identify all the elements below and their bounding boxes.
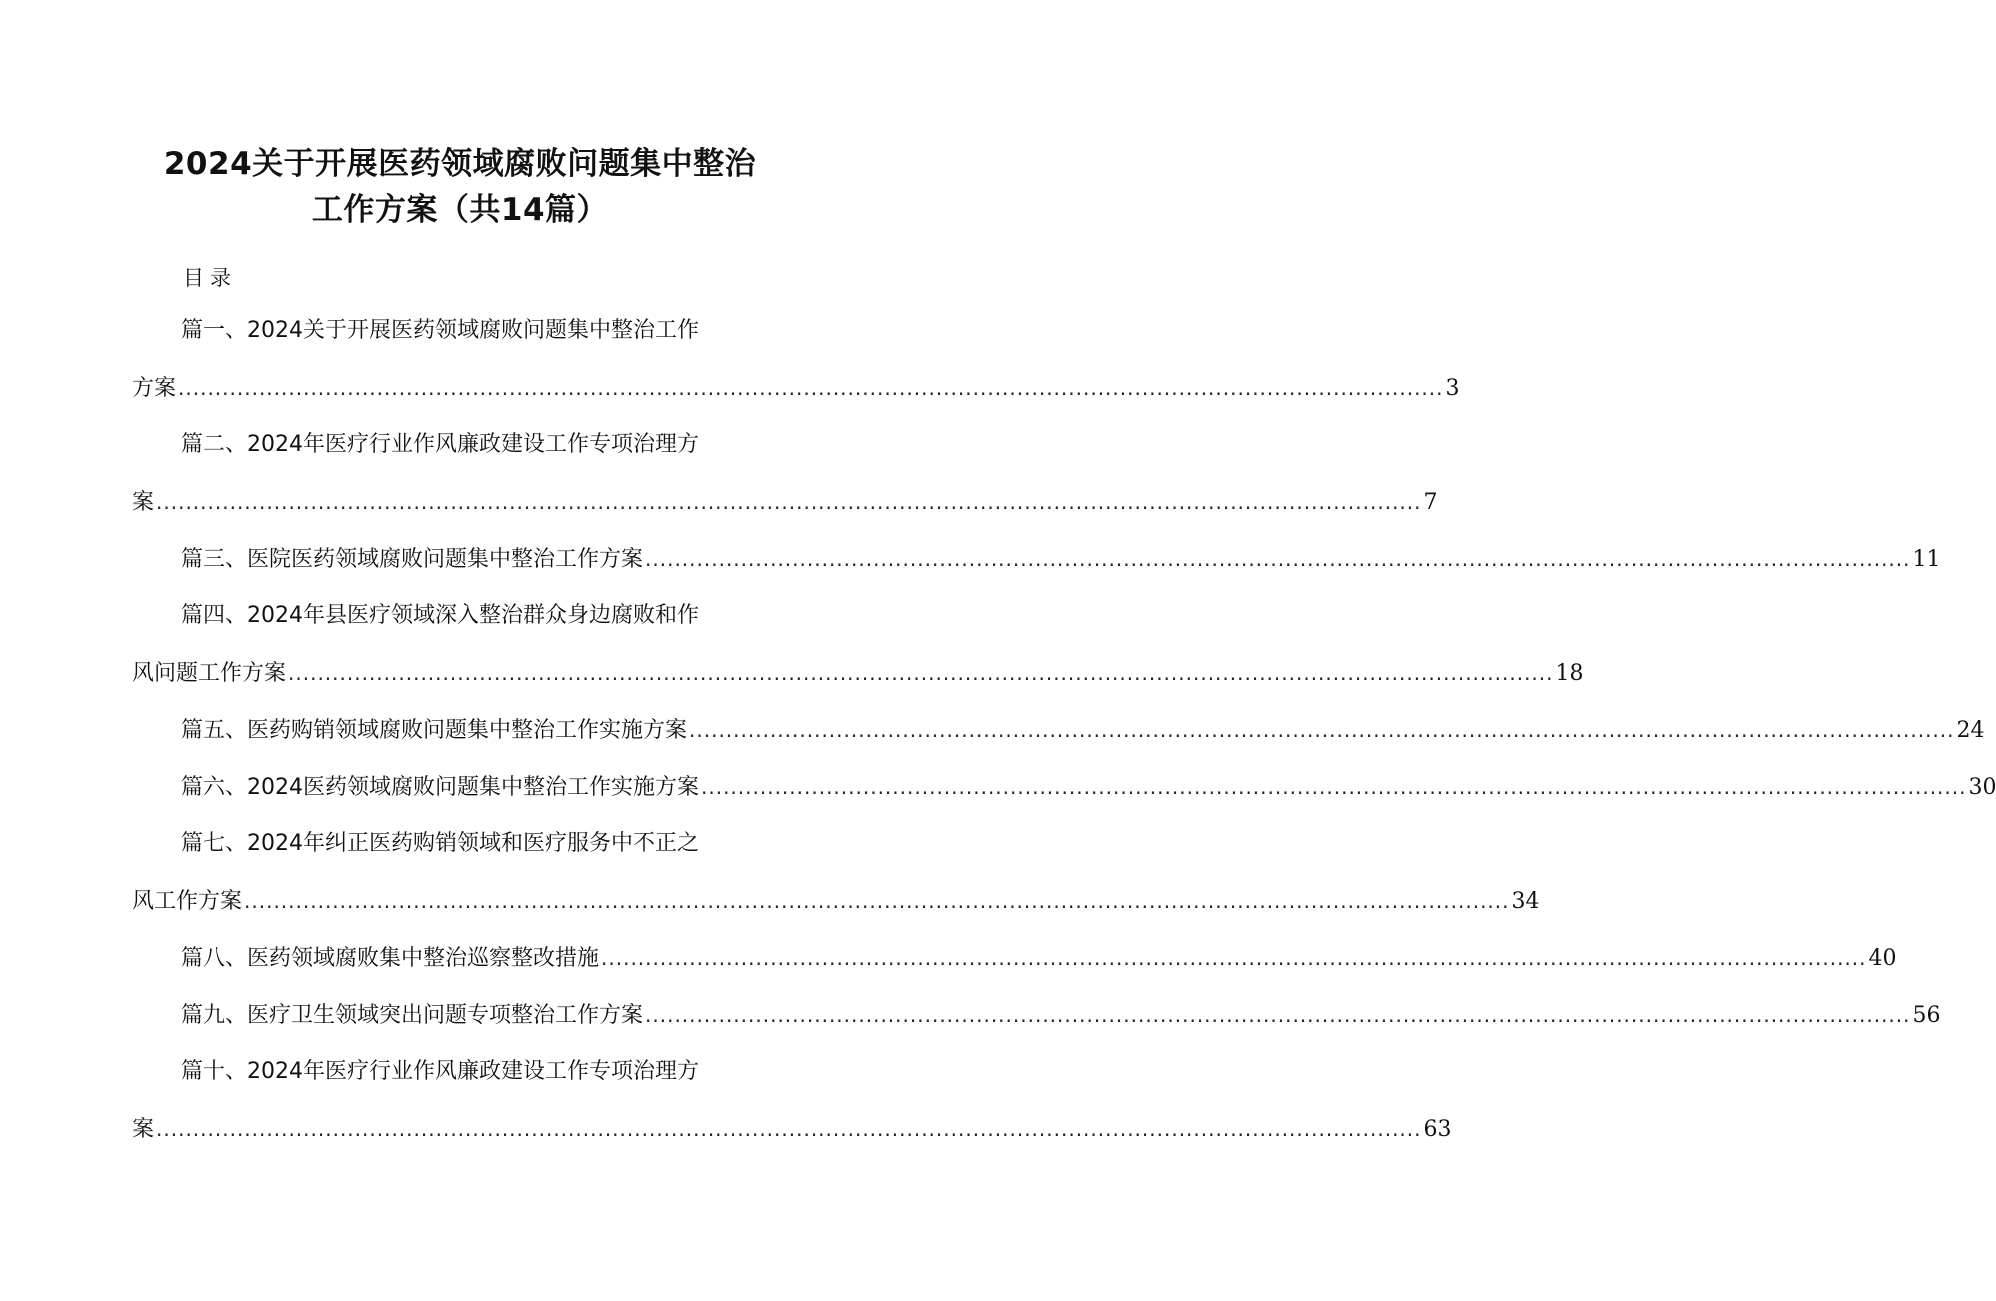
toc-leader-dots: ............................................................................................................................................................................	[601, 946, 1867, 970]
toc-entry-9-page: 56	[1912, 1003, 1941, 1028]
toc-entry-6-page: 30	[1968, 775, 1996, 800]
toc-entry-10-title[interactable]: 篇十、2024年医疗行业作风廉政建设工作专项治理方	[181, 1059, 699, 1084]
toc-entry-1-title[interactable]: 篇一、2024关于开展医药领域腐败问题集中整治工作	[181, 318, 699, 343]
toc-leader-dots: ............................................................................................................................................................................	[156, 490, 1422, 514]
toc-leader-dots: ............................................................................................................................................................................	[645, 1003, 1911, 1027]
toc-entry-7-title-end: 风工作方案	[132, 889, 243, 914]
document-title-line-2: 工作方案（共14篇）	[311, 192, 609, 228]
toc-leader-dots: ............................................................................................................................................................................	[701, 775, 1967, 799]
toc-entry-6-title: 篇六、2024医药领域腐败问题集中整治工作实施方案	[181, 775, 699, 800]
toc-entry-7-continuation[interactable]	[132, 884, 1540, 918]
toc-entry-7-page: 34	[1511, 889, 1540, 914]
toc-entry-1-continuation[interactable]	[132, 371, 1460, 405]
toc-entry-5[interactable]	[181, 713, 1985, 747]
toc-entry-9-title: 篇九、医疗卫生领域突出问题专项整治工作方案	[181, 1003, 644, 1028]
toc-entry-8-page: 40	[1868, 946, 1897, 971]
document-title-line-1: 2024关于开展医药领域腐败问题集中整治	[163, 146, 757, 182]
toc-entry-9[interactable]	[181, 998, 1941, 1032]
toc-heading: 目录	[183, 266, 237, 290]
toc-entry-5-title: 篇五、医药购销领域腐败问题集中整治工作实施方案	[181, 718, 688, 743]
toc-entry-10-continuation[interactable]	[132, 1112, 1452, 1146]
toc-entry-8[interactable]	[181, 941, 1897, 975]
toc-leader-dots: ............................................................................................................................................................................	[244, 889, 1510, 913]
toc-entry-10-title-end: 案	[132, 1117, 155, 1142]
toc-entry-5-page: 24	[1956, 718, 1985, 743]
toc-entry-4-title[interactable]: 篇四、2024年县医疗领域深入整治群众身边腐败和作	[181, 603, 699, 628]
toc-entry-4-title-end: 风问题工作方案	[132, 661, 287, 686]
toc-entry-8-title: 篇八、医药领域腐败集中整治巡察整改措施	[181, 946, 600, 971]
toc-leader-dots: ............................................................................................................................................................................	[178, 376, 1444, 400]
toc-entry-2-title-end: 案	[132, 490, 155, 515]
toc-leader-dots: ............................................................................................................................................................................	[156, 1117, 1422, 1141]
toc-entry-1-page: 3	[1445, 376, 1460, 401]
toc-entry-10-page: 63	[1423, 1117, 1452, 1142]
toc-entry-2-title[interactable]: 篇二、2024年医疗行业作风廉政建设工作专项治理方	[181, 432, 699, 457]
toc-entry-7-title[interactable]: 篇七、2024年纠正医药购销领域和医疗服务中不正之	[181, 831, 699, 856]
toc-entry-4-page: 18	[1555, 661, 1584, 686]
toc-leader-dots: ............................................................................................................................................................................	[645, 547, 1911, 571]
toc-leader-dots: ............................................................................................................................................................................	[689, 718, 1955, 742]
toc-entry-3[interactable]	[181, 542, 1941, 576]
toc-leader-dots: ............................................................................................................................................................................	[288, 661, 1554, 685]
toc-entry-4-continuation[interactable]	[132, 656, 1584, 690]
toc-entry-3-title: 篇三、医院医药领域腐败问题集中整治工作方案	[181, 547, 644, 572]
toc-entry-2-page: 7	[1423, 490, 1438, 515]
toc-entry-6[interactable]	[181, 770, 1996, 804]
toc-entry-2-continuation[interactable]	[132, 485, 1438, 519]
toc-entry-1-title-end: 方案	[132, 376, 177, 401]
toc-entry-3-page: 11	[1912, 547, 1941, 572]
